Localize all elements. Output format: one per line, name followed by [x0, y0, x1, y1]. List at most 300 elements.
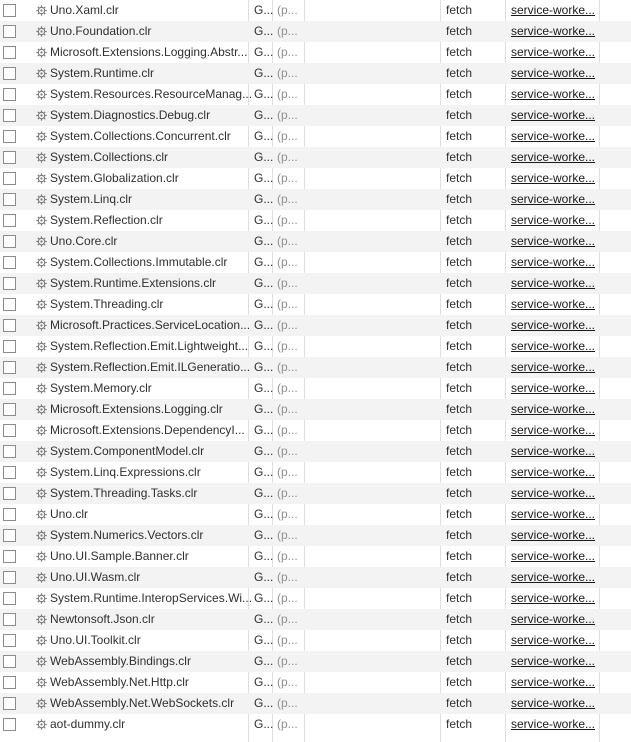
initiator-link[interactable]: service-worke...	[511, 339, 596, 353]
table-row[interactable]	[0, 294, 631, 315]
initiator-cell[interactable]	[511, 0, 595, 21]
name-cell[interactable]	[16, 105, 248, 126]
request-name: Microsoft.Extensions.DependencyI...	[50, 423, 245, 437]
gear-icon	[36, 126, 48, 147]
table-row[interactable]	[0, 378, 631, 399]
request-name: System.Globalization.clr	[50, 171, 179, 185]
name-cell[interactable]	[16, 84, 253, 105]
initiator-cell[interactable]	[511, 399, 595, 420]
table-row[interactable]	[0, 441, 631, 462]
initiator-link[interactable]: service-worke...	[511, 276, 596, 290]
initiator-cell[interactable]	[511, 546, 595, 567]
request-name: Uno.Xaml.clr	[50, 3, 119, 17]
name-cell[interactable]	[16, 189, 248, 210]
gear-icon	[36, 609, 48, 630]
checkbox-icon[interactable]	[3, 46, 16, 59]
status-cell: (p...	[277, 570, 298, 584]
type-cell: fetch	[446, 87, 473, 101]
table-row[interactable]	[0, 567, 631, 588]
initiator-cell[interactable]	[511, 525, 595, 546]
checkbox-icon[interactable]	[3, 466, 16, 479]
name-cell[interactable]	[16, 651, 248, 672]
table-row[interactable]	[0, 0, 631, 21]
name-cell[interactable]	[16, 0, 248, 21]
table-row[interactable]	[0, 672, 631, 693]
gear-icon	[36, 294, 48, 315]
table-row[interactable]	[0, 168, 631, 189]
status-cell: (p...	[277, 66, 298, 80]
type-cell: fetch	[446, 192, 473, 206]
initiator-cell[interactable]	[511, 105, 595, 126]
method-cell: G...	[254, 66, 274, 80]
status-cell: (p...	[277, 591, 298, 605]
checkbox-icon[interactable]	[3, 634, 16, 647]
method-cell: G...	[254, 381, 274, 395]
type-cell: fetch	[446, 444, 473, 458]
table-row[interactable]	[0, 21, 631, 42]
method-cell: G...	[254, 402, 274, 416]
initiator-cell[interactable]	[511, 378, 595, 399]
method-cell: G...	[254, 528, 274, 542]
request-name: System.Runtime.Extensions.clr	[50, 276, 217, 290]
name-cell[interactable]	[16, 294, 248, 315]
type-cell: fetch	[446, 3, 473, 17]
name-cell[interactable]	[16, 63, 248, 84]
initiator-cell[interactable]	[511, 273, 595, 294]
gear-icon	[36, 42, 48, 63]
gear-icon	[36, 0, 48, 21]
initiator-cell[interactable]	[511, 462, 595, 483]
status-cell: (p...	[277, 276, 298, 290]
initiator-cell[interactable]	[511, 84, 595, 105]
method-cell: G...	[254, 549, 274, 563]
table-row[interactable]	[0, 147, 631, 168]
request-name: System.Runtime.InteropServices.Wi...	[50, 591, 253, 605]
table-row[interactable]	[0, 357, 631, 378]
initiator-cell[interactable]	[511, 714, 595, 735]
request-name: System.Resources.ResourceManag...	[50, 87, 253, 101]
status-cell: (p...	[277, 234, 298, 248]
gear-icon	[36, 462, 48, 483]
initiator-cell[interactable]	[511, 210, 595, 231]
initiator-link[interactable]: service-worke...	[511, 234, 596, 248]
initiator-cell[interactable]	[511, 252, 595, 273]
status-cell: (p...	[277, 24, 298, 38]
type-cell: fetch	[446, 654, 473, 668]
checkbox-icon[interactable]	[3, 298, 16, 311]
checkbox-icon[interactable]	[3, 487, 16, 500]
status-cell: (p...	[277, 465, 298, 479]
checkbox-icon[interactable]	[3, 340, 16, 353]
name-cell[interactable]	[16, 336, 248, 357]
method-cell: G...	[254, 507, 274, 521]
initiator-link[interactable]: service-worke...	[511, 654, 596, 668]
status-cell: (p...	[277, 129, 298, 143]
method-cell: G...	[254, 297, 274, 311]
gear-icon	[36, 588, 48, 609]
request-name: System.Linq.Expressions.clr	[50, 465, 201, 479]
gear-icon	[36, 483, 48, 504]
initiator-cell[interactable]	[511, 588, 595, 609]
name-cell[interactable]	[16, 21, 248, 42]
checkbox-icon[interactable]	[3, 109, 16, 122]
status-cell: (p...	[277, 633, 298, 647]
initiator-link[interactable]: service-worke...	[511, 549, 596, 563]
gear-icon	[36, 378, 48, 399]
method-cell: G...	[254, 234, 274, 248]
status-cell: (p...	[277, 444, 298, 458]
table-row[interactable]	[0, 651, 631, 672]
gear-icon	[36, 273, 48, 294]
method-cell: G...	[254, 591, 274, 605]
name-cell[interactable]	[16, 42, 248, 63]
initiator-cell[interactable]	[511, 63, 595, 84]
type-cell: fetch	[446, 360, 473, 374]
name-cell[interactable]	[16, 609, 248, 630]
checkbox-icon[interactable]	[3, 718, 16, 731]
table-row[interactable]	[0, 525, 631, 546]
table-row[interactable]	[0, 588, 631, 609]
initiator-link[interactable]: service-worke...	[511, 633, 596, 647]
gear-icon	[36, 84, 48, 105]
initiator-link[interactable]: service-worke...	[511, 45, 596, 59]
gear-icon	[36, 399, 48, 420]
initiator-link[interactable]: service-worke...	[511, 423, 596, 437]
initiator-cell[interactable]	[511, 609, 595, 630]
table-row[interactable]	[0, 483, 631, 504]
initiator-link[interactable]: service-worke...	[511, 444, 596, 458]
initiator-link[interactable]: service-worke...	[511, 297, 596, 311]
name-cell[interactable]	[16, 126, 248, 147]
table-row[interactable]	[0, 504, 631, 525]
checkbox-icon[interactable]	[3, 697, 16, 710]
name-cell[interactable]	[16, 693, 248, 714]
initiator-link[interactable]: service-worke...	[511, 675, 596, 689]
initiator-link[interactable]: service-worke...	[511, 612, 596, 626]
status-cell: (p...	[277, 654, 298, 668]
checkbox-icon[interactable]	[3, 655, 16, 668]
status-cell: (p...	[277, 297, 298, 311]
request-name: Microsoft.Extensions.Logging.clr	[50, 402, 223, 416]
name-cell[interactable]	[16, 147, 248, 168]
gear-icon	[36, 357, 48, 378]
checkbox-icon[interactable]	[3, 67, 16, 80]
status-cell: (p...	[277, 612, 298, 626]
checkbox-icon[interactable]	[3, 319, 16, 332]
gear-icon	[36, 105, 48, 126]
type-cell: fetch	[446, 528, 473, 542]
table-row[interactable]	[0, 252, 631, 273]
status-cell: (p...	[277, 213, 298, 227]
table-row[interactable]	[0, 693, 631, 714]
type-cell: fetch	[446, 465, 473, 479]
table-row[interactable]	[0, 420, 631, 441]
status-cell: (p...	[277, 339, 298, 353]
initiator-link[interactable]: service-worke...	[511, 486, 596, 500]
request-name: System.Reflection.Emit.Lightweight...	[50, 339, 249, 353]
initiator-link[interactable]: service-worke...	[511, 381, 596, 395]
checkbox-icon[interactable]	[3, 214, 16, 227]
status-cell: (p...	[277, 675, 298, 689]
initiator-link[interactable]: service-worke...	[511, 66, 596, 80]
checkbox-icon[interactable]	[3, 445, 16, 458]
table-row[interactable]	[0, 210, 631, 231]
checkbox-icon[interactable]	[3, 571, 16, 584]
name-cell[interactable]	[16, 714, 248, 735]
checkbox-icon[interactable]	[3, 529, 16, 542]
checkbox-icon[interactable]	[3, 235, 16, 248]
checkbox-icon[interactable]	[3, 193, 16, 206]
name-cell[interactable]	[16, 378, 248, 399]
request-name: System.Threading.clr	[50, 297, 164, 311]
status-cell: (p...	[277, 150, 298, 164]
table-row[interactable]	[0, 714, 631, 735]
type-cell: fetch	[446, 150, 473, 164]
method-cell: G...	[254, 360, 274, 374]
initiator-cell[interactable]	[511, 294, 595, 315]
gear-icon	[36, 546, 48, 567]
table-row[interactable]	[0, 630, 631, 651]
initiator-link[interactable]: service-worke...	[511, 528, 596, 542]
table-row[interactable]	[0, 231, 631, 252]
name-cell[interactable]	[16, 483, 248, 504]
table-row[interactable]	[0, 273, 631, 294]
method-cell: G...	[254, 612, 274, 626]
type-cell: fetch	[446, 318, 473, 332]
request-name: System.Threading.Tasks.clr	[50, 486, 198, 500]
type-cell: fetch	[446, 24, 473, 38]
table-row[interactable]	[0, 399, 631, 420]
method-cell: G...	[254, 45, 274, 59]
type-cell: fetch	[446, 591, 473, 605]
gear-icon	[36, 420, 48, 441]
table-row[interactable]	[0, 315, 631, 336]
name-cell[interactable]	[16, 462, 248, 483]
method-cell: G...	[254, 465, 274, 479]
checkbox-icon[interactable]	[3, 172, 16, 185]
name-cell[interactable]	[16, 588, 253, 609]
status-cell: (p...	[277, 486, 298, 500]
name-cell[interactable]	[16, 504, 248, 525]
gear-icon	[36, 147, 48, 168]
name-cell[interactable]	[16, 273, 248, 294]
gear-icon	[36, 567, 48, 588]
initiator-link[interactable]: service-worke...	[511, 213, 596, 227]
initiator-cell[interactable]	[511, 231, 595, 252]
initiator-link[interactable]: service-worke...	[511, 129, 596, 143]
initiator-link[interactable]: service-worke...	[511, 192, 596, 206]
checkbox-icon[interactable]	[3, 403, 16, 416]
table-row[interactable]	[0, 189, 631, 210]
gear-icon	[36, 21, 48, 42]
method-cell: G...	[254, 339, 274, 353]
gear-icon	[36, 231, 48, 252]
initiator-cell[interactable]	[511, 441, 595, 462]
checkbox-icon[interactable]	[3, 256, 16, 269]
type-cell: fetch	[446, 297, 473, 311]
checkbox-icon[interactable]	[3, 151, 16, 164]
name-cell[interactable]	[16, 315, 251, 336]
request-name: Microsoft.Extensions.Logging.Abstr...	[50, 45, 248, 59]
type-cell: fetch	[446, 213, 473, 227]
checkbox-icon[interactable]	[3, 592, 16, 605]
table-row[interactable]	[0, 126, 631, 147]
name-cell[interactable]	[16, 567, 248, 588]
name-cell[interactable]	[16, 231, 248, 252]
request-name: WebAssembly.Net.Http.clr	[50, 675, 189, 689]
initiator-link[interactable]: service-worke...	[511, 255, 596, 269]
method-cell: G...	[254, 171, 274, 185]
status-cell: (p...	[277, 402, 298, 416]
type-cell: fetch	[446, 633, 473, 647]
status-cell: (p...	[277, 255, 298, 269]
initiator-cell[interactable]	[511, 168, 595, 189]
table-row[interactable]	[0, 84, 631, 105]
initiator-link[interactable]: service-worke...	[511, 591, 596, 605]
initiator-cell[interactable]	[511, 336, 595, 357]
initiator-link[interactable]: service-worke...	[511, 402, 596, 416]
name-cell[interactable]	[16, 252, 248, 273]
name-cell[interactable]	[16, 168, 248, 189]
initiator-cell[interactable]	[511, 21, 595, 42]
checkbox-icon[interactable]	[3, 130, 16, 143]
initiator-cell[interactable]	[511, 315, 595, 336]
name-cell[interactable]	[16, 210, 248, 231]
initiator-cell[interactable]	[511, 147, 595, 168]
gear-icon	[36, 672, 48, 693]
initiator-link[interactable]: service-worke...	[511, 171, 596, 185]
table-row[interactable]	[0, 105, 631, 126]
initiator-link[interactable]: service-worke...	[511, 570, 596, 584]
table-row[interactable]	[0, 609, 631, 630]
status-cell: (p...	[277, 507, 298, 521]
method-cell: G...	[254, 696, 274, 710]
initiator-cell[interactable]	[511, 693, 595, 714]
table-row[interactable]	[0, 462, 631, 483]
status-cell: (p...	[277, 87, 298, 101]
initiator-link[interactable]: service-worke...	[511, 108, 596, 122]
method-cell: G...	[254, 3, 274, 17]
checkbox-icon[interactable]	[3, 25, 16, 38]
initiator-cell[interactable]	[511, 504, 595, 525]
status-cell: (p...	[277, 717, 298, 731]
request-name: Newtonsoft.Json.clr	[50, 612, 155, 626]
initiator-link[interactable]: service-worke...	[511, 696, 596, 710]
gear-icon	[36, 189, 48, 210]
type-cell: fetch	[446, 381, 473, 395]
initiator-link[interactable]: service-worke...	[511, 465, 596, 479]
checkbox-icon[interactable]	[3, 382, 16, 395]
name-cell[interactable]	[16, 441, 248, 462]
checkbox-icon[interactable]	[3, 361, 16, 374]
type-cell: fetch	[446, 612, 473, 626]
type-cell: fetch	[446, 108, 473, 122]
gear-icon	[36, 63, 48, 84]
type-cell: fetch	[446, 45, 473, 59]
method-cell: G...	[254, 423, 274, 437]
method-cell: G...	[254, 717, 274, 731]
status-cell: (p...	[277, 192, 298, 206]
status-cell: (p...	[277, 171, 298, 185]
table-row[interactable]	[0, 336, 631, 357]
type-cell: fetch	[446, 675, 473, 689]
type-cell: fetch	[446, 234, 473, 248]
gear-icon	[36, 168, 48, 189]
checkbox-icon[interactable]	[3, 277, 16, 290]
name-cell[interactable]	[16, 630, 248, 651]
initiator-cell[interactable]	[511, 651, 595, 672]
status-cell: (p...	[277, 696, 298, 710]
name-cell[interactable]	[16, 420, 248, 441]
checkbox-icon[interactable]	[3, 424, 16, 437]
method-cell: G...	[254, 444, 274, 458]
gear-icon	[36, 336, 48, 357]
name-cell[interactable]	[16, 357, 251, 378]
name-cell[interactable]	[16, 546, 248, 567]
name-cell[interactable]	[16, 525, 248, 546]
type-cell: fetch	[446, 276, 473, 290]
type-cell: fetch	[446, 255, 473, 269]
initiator-link[interactable]: service-worke...	[511, 507, 596, 521]
checkbox-icon[interactable]	[3, 88, 16, 101]
initiator-cell[interactable]	[511, 126, 595, 147]
initiator-link[interactable]: service-worke...	[511, 318, 596, 332]
initiator-cell[interactable]	[511, 672, 595, 693]
request-name: System.Numerics.Vectors.clr	[50, 528, 204, 542]
initiator-link[interactable]: service-worke...	[511, 87, 596, 101]
checkbox-icon[interactable]	[3, 4, 16, 17]
name-cell[interactable]	[16, 672, 248, 693]
method-cell: G...	[254, 129, 274, 143]
initiator-link[interactable]: service-worke...	[511, 360, 596, 374]
request-name: WebAssembly.Bindings.clr	[50, 654, 191, 668]
initiator-link[interactable]: service-worke...	[511, 3, 596, 17]
request-name: System.Memory.clr	[50, 381, 152, 395]
table-row[interactable]	[0, 63, 631, 84]
initiator-cell[interactable]	[511, 567, 595, 588]
table-row[interactable]	[0, 546, 631, 567]
type-cell: fetch	[446, 66, 473, 80]
checkbox-icon[interactable]	[3, 508, 16, 521]
initiator-cell[interactable]	[511, 630, 595, 651]
initiator-link[interactable]: service-worke...	[511, 150, 596, 164]
request-name: System.ComponentModel.clr	[50, 444, 205, 458]
initiator-cell[interactable]	[511, 42, 595, 63]
initiator-link[interactable]: service-worke...	[511, 24, 596, 38]
request-name: WebAssembly.Net.WebSockets.clr	[50, 696, 235, 710]
request-name: Uno.Foundation.clr	[50, 24, 152, 38]
request-name: System.Collections.clr	[50, 150, 169, 164]
status-cell: (p...	[277, 360, 298, 374]
initiator-cell[interactable]	[511, 357, 595, 378]
gear-icon	[36, 693, 48, 714]
checkbox-icon[interactable]	[3, 613, 16, 626]
name-cell[interactable]	[16, 399, 248, 420]
gear-icon	[36, 525, 48, 546]
checkbox-icon[interactable]	[3, 676, 16, 689]
request-name: Uno.clr	[50, 507, 89, 521]
initiator-cell[interactable]	[511, 189, 595, 210]
request-name: System.Runtime.clr	[50, 66, 155, 80]
method-cell: G...	[254, 675, 274, 689]
initiator-cell[interactable]	[511, 483, 595, 504]
initiator-link[interactable]: service-worke...	[511, 717, 596, 731]
checkbox-icon[interactable]	[3, 550, 16, 563]
table-row[interactable]	[0, 42, 631, 63]
type-cell: fetch	[446, 171, 473, 185]
initiator-cell[interactable]	[511, 420, 595, 441]
gear-icon	[36, 651, 48, 672]
